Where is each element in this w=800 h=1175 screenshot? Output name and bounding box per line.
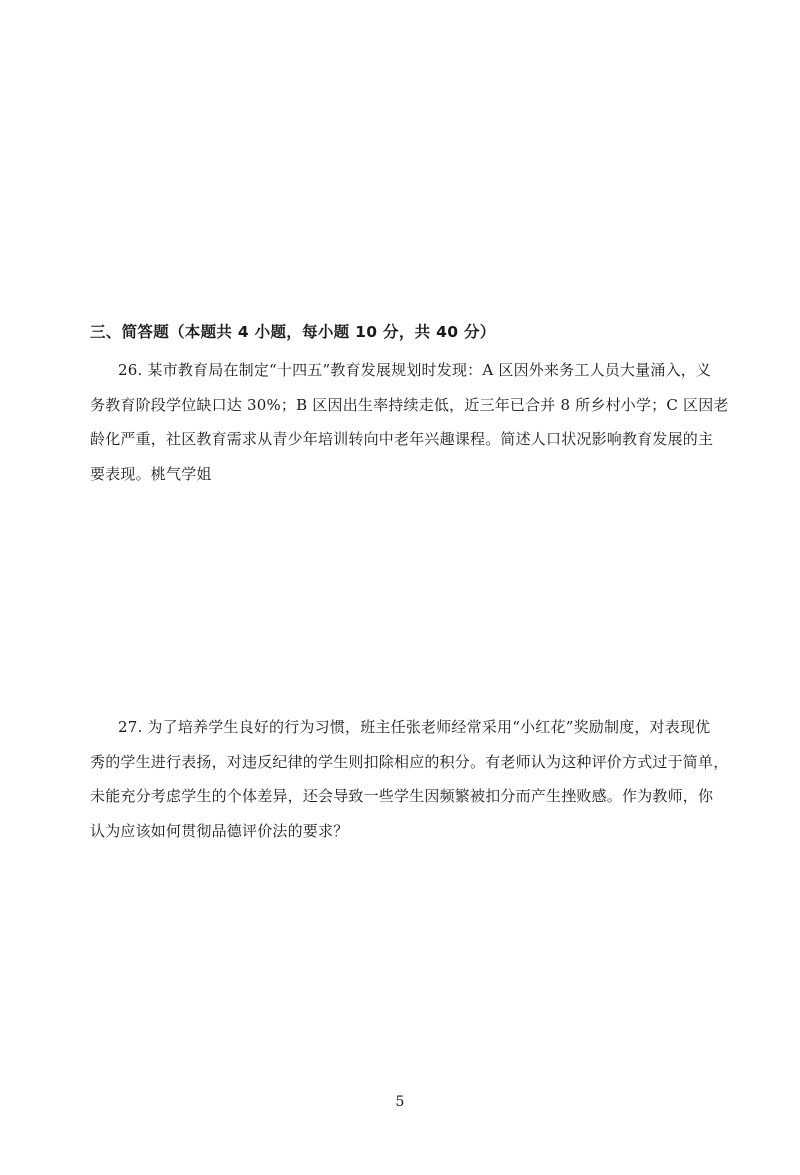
question-26 (90, 353, 729, 491)
question-27-line-4: 认为应该如何贯彻品德评价法的要求？ (90, 821, 349, 840)
question-26-line-3: 龄化严重，社区教育需求从青少年培训转向中老年兴趣课程。简述人口状况影响教育发展的主 (90, 430, 714, 448)
question-27-line-1: 27. 为了培养学生良好的行为习惯，班主任张老师经常采用“小红花”奖励制度，对表现优 (118, 718, 711, 736)
question-26-line-1: 26. 某市教育局在制定“十四五”教育发展规划时发现：A 区因外来务工人员大量涌入，义 (118, 361, 712, 379)
section-heading: 三、简答题（本题共 4 小题，每小题 10 分，共 40 分） (90, 323, 496, 341)
page-number: 5 (395, 1094, 405, 1110)
question-27-line-3: 未能充分考虑学生的个体差异，还会导致一些学生因频繁被扣分而产生挫败感。作为教师，你 (90, 787, 714, 805)
question-27-line-2: 秀的学生进行表扬，对违反纪律的学生则扣除相应的积分。有老师认为这种评价方式过于简单， (90, 752, 729, 771)
question-26-line-4: 要表现。桃气学姐 (90, 464, 212, 483)
question-27 (90, 710, 729, 848)
question-26-line-2: 务教育阶段学位缺口达 30%；B 区因出生率持续走低，近三年已合并 8 所乡村小学；C 区因老 (90, 395, 729, 414)
